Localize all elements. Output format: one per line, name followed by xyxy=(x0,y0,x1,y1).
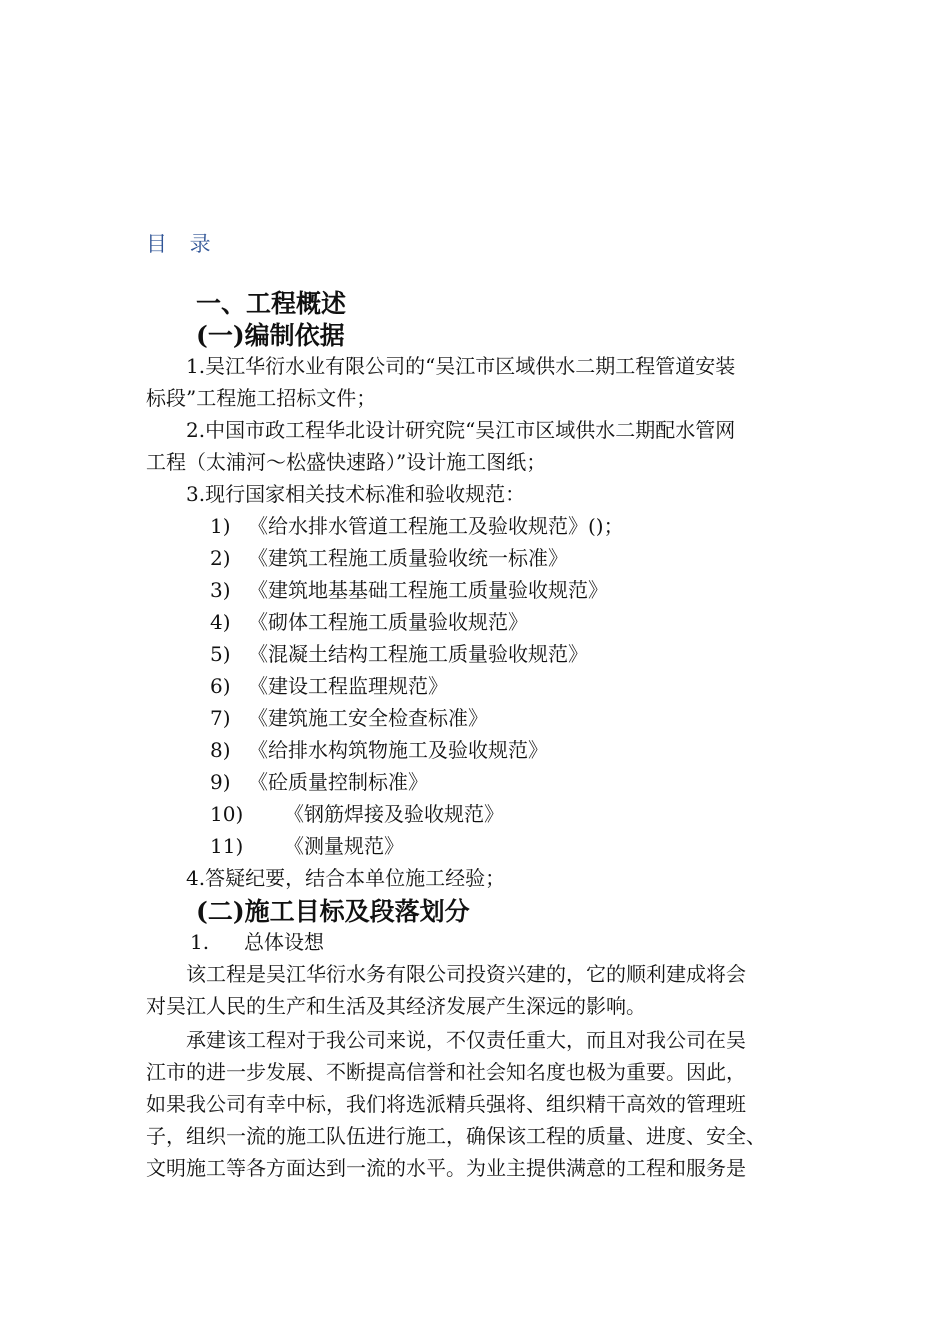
standard-number: 2) xyxy=(210,546,231,570)
basis-item-4: 4.答疑纪要，结合本单位施工经验； xyxy=(186,866,506,890)
standard-number: 9) xyxy=(210,770,231,794)
para2-line-1: 承建该工程对于我公司来说，不仅责任重大，而且对我公司在吴 xyxy=(186,1028,746,1052)
toc-title: 目 录 xyxy=(146,232,219,256)
subsection-heading-basis: (一)编制依据 xyxy=(196,321,345,350)
standard-title: 《混凝土结构工程施工质量验收规范》 xyxy=(248,642,588,666)
standard-number: 7) xyxy=(210,706,231,730)
standard-title: 《测量规范》 xyxy=(284,834,404,858)
basis-item-2-line-1: 2.中国市政工程华北设计研究院“吴江市区域供水二期配水管网 xyxy=(186,418,736,442)
point-title: 总体设想 xyxy=(244,930,324,954)
para2-line-3: 如果我公司有幸中标，我们将选派精兵强将、组织精干高效的管理班 xyxy=(146,1092,746,1116)
section-heading-overview: 一、工程概述 xyxy=(196,289,347,318)
para1-line-1: 该工程是吴江华衍水务有限公司投资兴建的，它的顺利建成将会 xyxy=(186,962,746,986)
standard-item xyxy=(210,830,404,862)
standard-number: 10) xyxy=(210,802,244,826)
standard-number: 6) xyxy=(210,674,231,698)
standard-title: 《建筑工程施工质量验收统一标准》 xyxy=(248,546,568,570)
standard-item xyxy=(210,798,504,830)
basis-item-1-line-1: 1.吴江华衍水业有限公司的“吴江市区域供水二期工程管道安装 xyxy=(186,354,736,378)
standard-title: 《砌体工程施工质量验收规范》 xyxy=(248,610,528,634)
para2-line-5: 文明施工等各方面达到一流的水平。为业主提供满意的工程和服务是 xyxy=(146,1156,746,1180)
standard-title: 《钢筋焊接及验收规范》 xyxy=(284,802,504,826)
standard-title: 《砼质量控制标准》 xyxy=(248,770,428,794)
standard-item xyxy=(210,574,608,606)
standard-item xyxy=(210,670,448,702)
standard-number: 3) xyxy=(210,578,231,602)
standard-number: 1) xyxy=(210,514,231,538)
standard-title: 《建筑地基基础工程施工质量验收规范》 xyxy=(248,578,608,602)
point-overall-concept xyxy=(190,926,324,958)
point-number: 1. xyxy=(190,930,210,954)
para2-line-2: 江市的进一步发展、不断提高信誉和社会知名度也极为重要。因此， xyxy=(146,1060,746,1084)
basis-item-1-line-2: 标段”工程施工招标文件； xyxy=(146,386,377,410)
basis-item-2-line-2: 工程（太浦河～松盛快速路）”设计施工图纸； xyxy=(146,450,547,474)
standard-number: 4) xyxy=(210,610,231,634)
standard-item xyxy=(210,606,528,638)
standard-item xyxy=(210,766,428,798)
standard-title: 《建筑施工安全检查标准》 xyxy=(248,706,488,730)
standard-title: 《建设工程监理规范》 xyxy=(248,674,448,698)
para1-line-2: 对吴江人民的生产和生活及其经济发展产生深远的影响。 xyxy=(146,994,646,1018)
standard-title: 《给水排水管道工程施工及验收规范》()； xyxy=(248,514,624,538)
standard-number: 11) xyxy=(210,834,244,858)
para2-line-4: 子，组织一流的施工队伍进行施工，确保该工程的质量、进度、安全、 xyxy=(146,1124,766,1148)
subsection-heading-goals: (二)施工目标及段落划分 xyxy=(196,897,470,926)
standard-number: 5) xyxy=(210,642,231,666)
standard-title: 《给排水构筑物施工及验收规范》 xyxy=(248,738,548,762)
standard-item xyxy=(210,734,548,766)
basis-item-3-intro: 3.现行国家相关技术标准和验收规范： xyxy=(186,482,526,506)
standard-item xyxy=(210,542,568,574)
standard-number: 8) xyxy=(210,738,231,762)
standard-item xyxy=(210,510,624,542)
standard-item xyxy=(210,702,488,734)
standard-item xyxy=(210,638,588,670)
